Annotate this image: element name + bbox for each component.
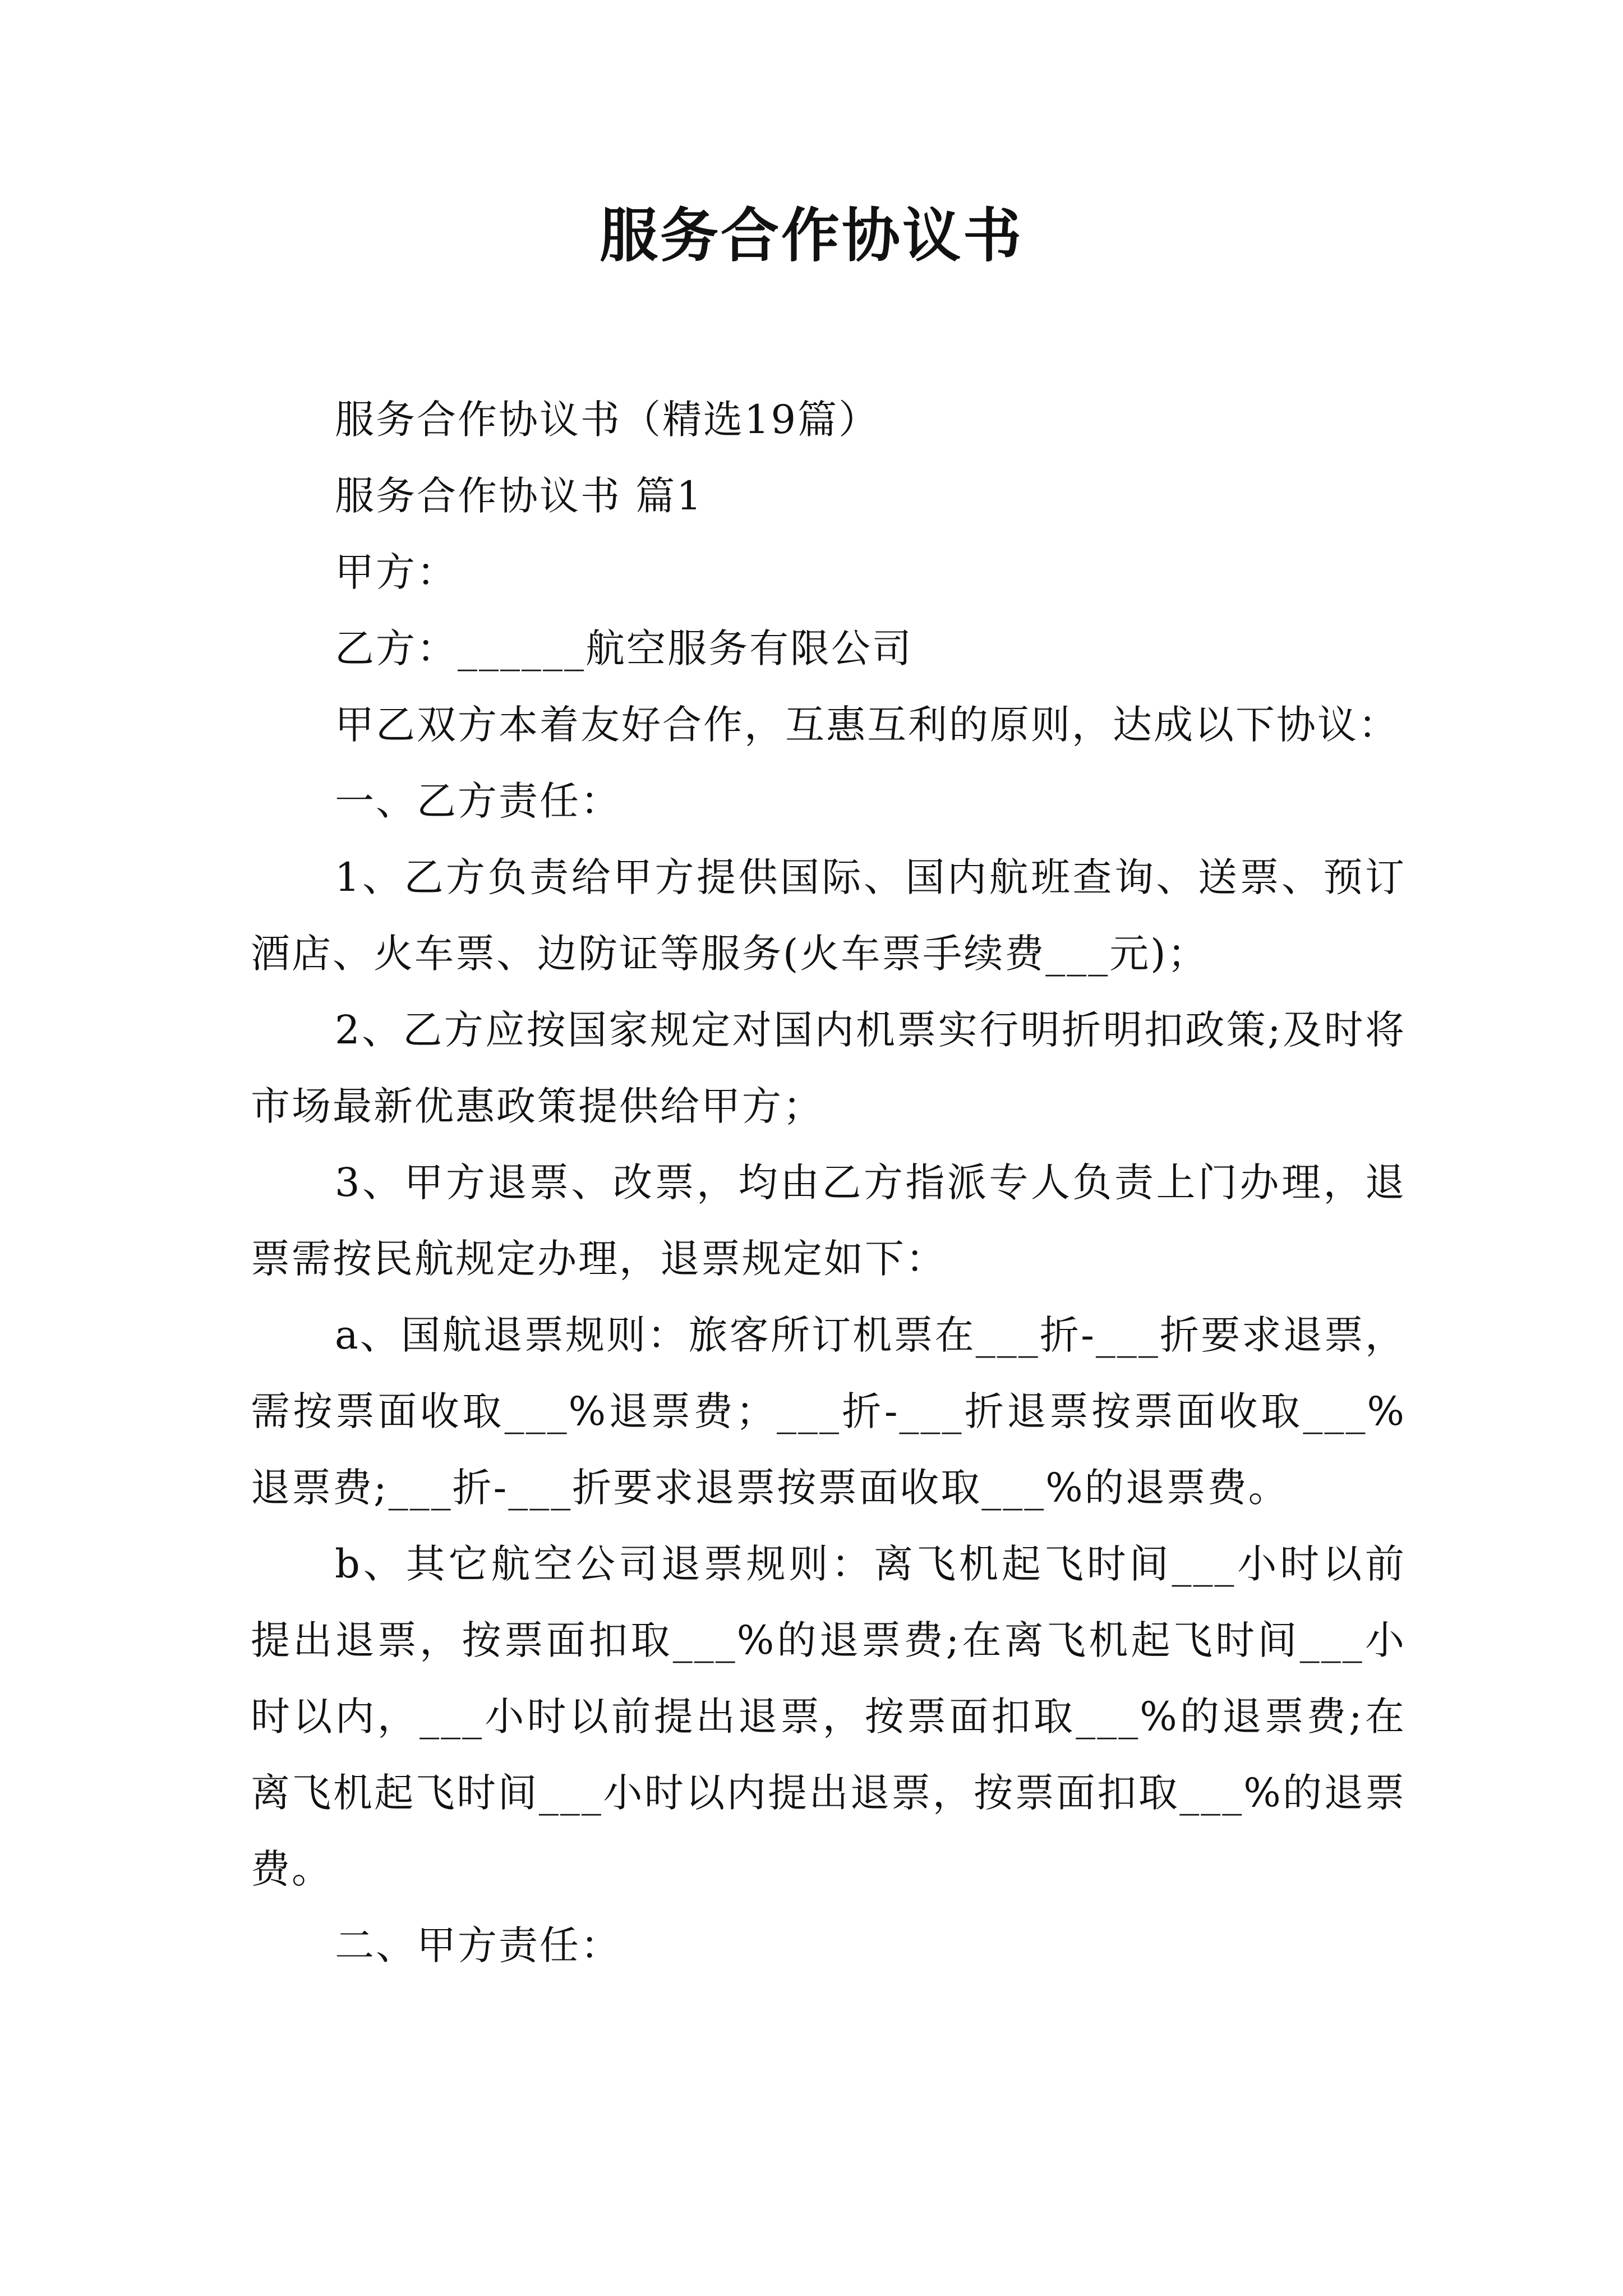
document-title: 服务合作协议书 xyxy=(599,201,1023,270)
clause-paragraph: 3、甲方退票、改票，均由乙方指派专人负责上门办理，退票需按民航规定办理，退票规定如下： xyxy=(251,1159,1406,1282)
clause-paragraph: 2、乙方应按国家规定对国内机票实行明折明扣政策;及时将市场最新优惠政策提供给甲方； xyxy=(251,1007,1406,1129)
clause-paragraph: a、国航退票规则：旅客所订机票在___折-___折要求退票，需按票面收取___%退票费；___折-___折退票按票面收取___%退票费;___折-___折要求退票按票面收取___%的退票费。 xyxy=(251,1312,1406,1511)
preamble-paragraph: 甲乙双方本着友好合作，互惠互利的原则，达成以下协议： xyxy=(335,702,1399,748)
clause-heading: 二、甲方责任： xyxy=(335,1922,621,1968)
section-heading: 服务合作协议书 篇1 xyxy=(335,473,703,519)
clause-paragraph: 1、乙方负责给甲方提供国际、国内航班查询、送票、预订酒店、火车票、边防证等服务(火车票手续费___元)； xyxy=(251,854,1406,977)
party-a-line: 甲方： xyxy=(335,549,458,595)
party-b-line: 乙方：______航空服务有限公司 xyxy=(335,625,913,671)
document-body xyxy=(251,381,1406,1984)
subtitle-paragraph: 服务合作协议书（精选19篇） xyxy=(335,397,880,443)
clause-paragraph: b、其它航空公司退票规则：离飞机起飞时间___小时以前提出退票，按票面扣取___%的退票费;在离飞机起飞时间___小时以内，___小时以前提出退票，按票面扣取___%的退票费;在离飞机起飞时间___小时以内提出退票，按票面扣取___%的退票费。 xyxy=(251,1541,1406,1892)
clause-heading: 一、乙方责任： xyxy=(335,778,621,824)
